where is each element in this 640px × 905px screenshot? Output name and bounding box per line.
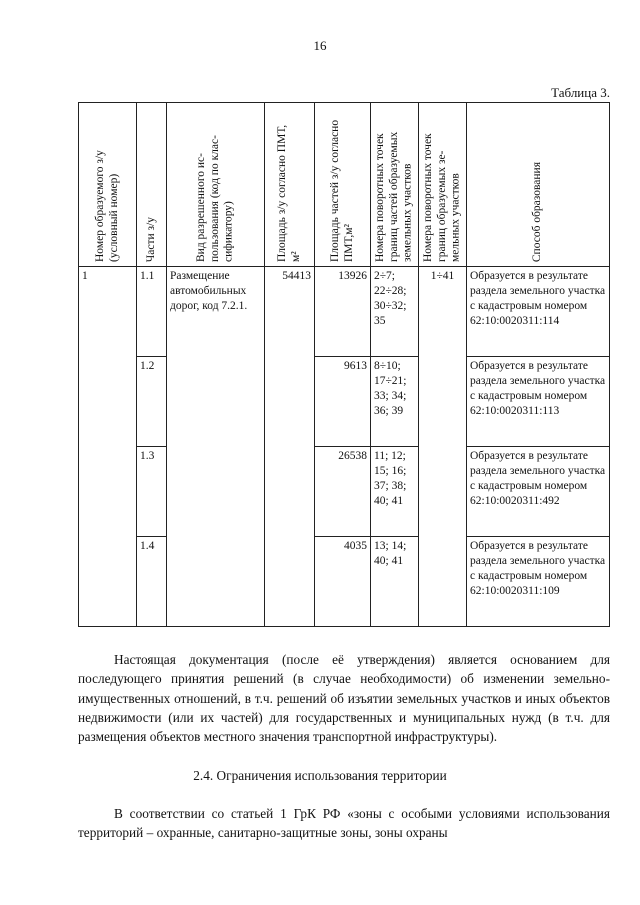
header-plot-points: Номера поворотных точек границ образуемых зе-мельных участков (419, 103, 467, 267)
header-area: Площадь з/у согласно ПМТ, м² (265, 103, 315, 267)
header-part-points: Номера поворотных точек границ частей образуемых земельных участков (371, 103, 419, 267)
cell-part-area: 13926 (315, 267, 371, 357)
table-row (79, 357, 610, 447)
cell-part: 1.4 (137, 537, 167, 627)
table-caption: Таблица 3. (551, 85, 610, 100)
table-header-row (79, 103, 610, 267)
cell-usage: Размещение автомобильных дорог, код 7.2.1. (167, 267, 265, 627)
cell-area: 54413 (265, 267, 315, 627)
cell-method: Образуется в результате раздела земельного участка с кадастровым номером 62:10:0020311:114 (467, 267, 610, 357)
cell-part-points: 8÷10; 17÷21; 33; 34; 36; 39 (371, 357, 419, 447)
cell-part: 1.3 (137, 447, 167, 537)
page-number: 16 (313, 38, 327, 53)
cell-part-points: 13; 14; 40; 41 (371, 537, 419, 627)
body-paragraph: В соответствии со статьей 1 ГрК РФ «зоны с особыми условиями использования территорий – охранные, санитарно-защитные зоны, зоны охраны (78, 806, 610, 841)
cell-part-points: 11; 12; 15; 16; 37; 38; 40; 41 (371, 447, 419, 537)
cell-part-area: 9613 (315, 357, 371, 447)
body-paragraph: Настоящая документация (после её утверждения) является основанием для последующего принятия решений (в случае необходимости) об изменении земельно-имущественных отношений, в т.ч. решений об изъятии земельных участков и иных объектов недвижимости (или их частей) для государственных и муниципальных нужд (в т.ч. для размещения объектов местного значения транспортной инфраструктуры). (78, 652, 610, 745)
land-plots-table (78, 102, 610, 627)
cell-plot-number: 1 (79, 267, 137, 627)
cell-part-points: 2÷7; 22÷28; 30÷32; 35 (371, 267, 419, 357)
header-plot-number: Номер образуемого з/у (условный номер) (79, 103, 137, 267)
cell-part: 1.1 (137, 267, 167, 357)
table-row (79, 447, 610, 537)
header-usage: Вид разрешенного ис-пользования (код по клас-сификатору) (167, 103, 265, 267)
table-row (79, 537, 610, 627)
header-parts: Части з/у (137, 103, 167, 267)
cell-boundary-points: 1÷41 (419, 267, 467, 627)
cell-method: Образуется в результате раздела земельного участка с кадастровым номером 62:10:0020311:113 (467, 357, 610, 447)
table-row (79, 267, 610, 357)
cell-method: Образуется в результате раздела земельного участка с кадастровым номером 62:10:0020311:492 (467, 447, 610, 537)
cell-part: 1.2 (137, 357, 167, 447)
header-method: Способ образования (467, 103, 610, 267)
cell-part-area: 4035 (315, 537, 371, 627)
cell-method: Образуется в результате раздела земельного участка с кадастровым номером 62:10:0020311:109 (467, 537, 610, 627)
section-heading: 2.4. Ограничения использования территории (193, 768, 447, 783)
header-part-area: Площадь частей з/у согласно ПМТ,м² (315, 103, 371, 267)
cell-part-area: 26538 (315, 447, 371, 537)
